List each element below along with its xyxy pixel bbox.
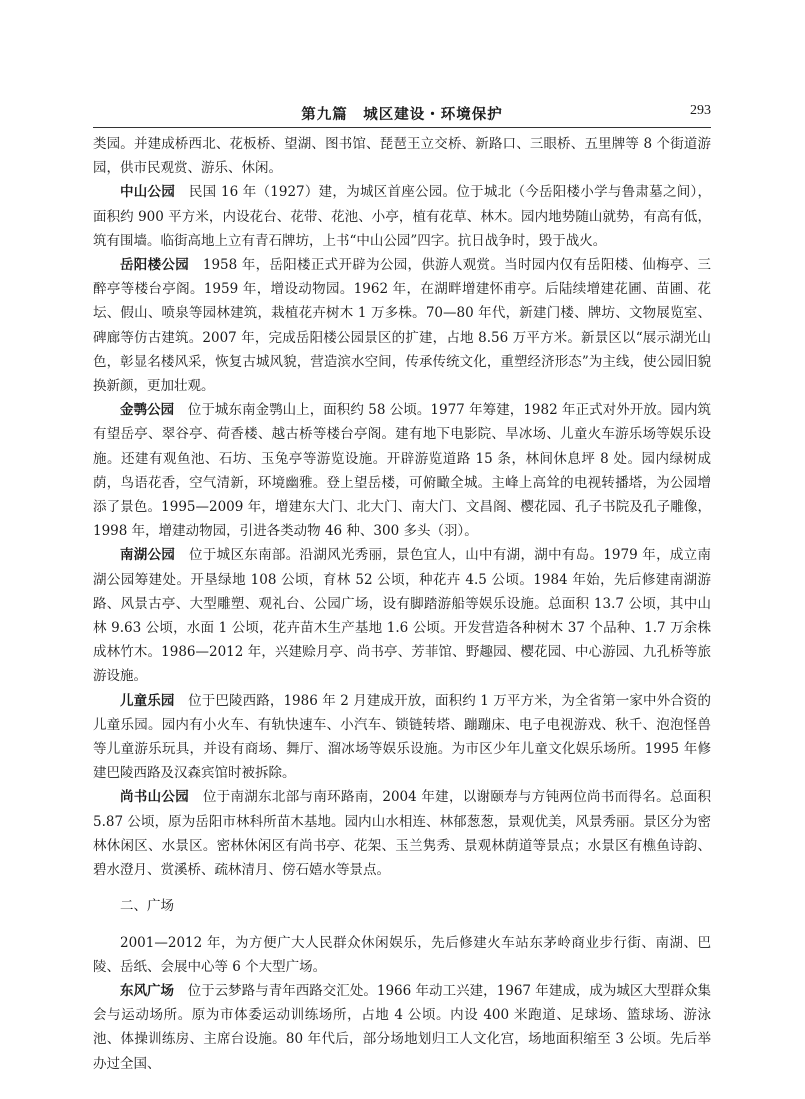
paragraph-text: 类园。并建成桥西北、花板桥、望湖、图书馆、琵琶王立交桥、新路口、三眼桥、五里牌等 8 个街道游园，供市民观赏、游乐、休闲。 (93, 136, 711, 177)
paragraph-jine-park (93, 398, 711, 543)
section-heading: 二、广场 (120, 898, 174, 915)
paragraph-term: 儿童乐园 (120, 692, 175, 709)
header-title: 第九篇 城区建设・环境保护 (301, 107, 503, 123)
paragraph-continued (93, 132, 711, 180)
paragraph-yueyang-tower-park (93, 253, 711, 398)
paragraph-term: 南湖公园 (120, 547, 176, 564)
paragraph-dongfeng-square (93, 979, 711, 1076)
paragraph-term: 尚书山公园 (120, 789, 190, 806)
paragraph-nanhu-park (93, 543, 711, 688)
paragraph-text: 1958 年，岳阳楼正式开辟为公园，供游人观赏。当时园内仅有岳阳楼、仙梅亭、三醉亭等楼台亭阁。1959 年，增设动物园。1962 年，在湖畔增建怀甫亭。后陆续增建花圃、苗圃、花坛、假山、喷泉等园林建筑，栽植花卉树木 1 万多株。70—80 年代，新建门楼、牌坊、文物展览室、碑廊等仿古建筑。2007 年，完成岳阳楼公园景区的扩建，占地 8.56 万平方米。新景区以“展示湖光山色，彰显名楼风采，恢复古城风貌，营造滨水空间，传承传统文化，重塑经济形态”为主线，使公园旧貌换新颜，更加壮观。 (93, 257, 711, 395)
page-header (93, 103, 711, 125)
paragraph-term: 岳阳楼公园 (120, 257, 190, 274)
paragraph-text: 位于城区东南部。沿湖风光秀丽，景色宜人，山中有湖，湖中有岛。1979 年，成立南湖公园筹建处。开垦绿地 108 公顷，育林 52 公顷，种花卉 4.5 公顷。1984 年始，先后修建南湖游路、风景古亭、大型雕塑、观礼台、公园广场，设有脚踏游船等娱乐设施。总面积 13.7 公顷，其中山林 9.63 公顷，水面 1 公顷，花卉苗木生产基地 1.6 公顷。开发营造各种树木 37 个品种、1.7 万余株成林竹木。1986—2012 年，兴建赊月亭、尚书亭、芳菲馆、野趣园、樱花园、中心游园、九孔桥等旅游设施。 (93, 547, 711, 685)
paragraph-zhongshan-park (93, 180, 711, 253)
header-rule (93, 127, 711, 128)
paragraph-text: 2001—2012 年，为方便广大人民群众休闲娱乐，先后修建火车站东茅岭商业步行街、南湖、巴陵、岳纸、会展中心等 6 个大型广场。 (93, 934, 711, 975)
paragraph-text: 位于巴陵西路，1986 年 2 月建成开放，面积约 1 万平方米，为全省第一家中外合资的儿童乐园。园内有小火车、有轨快速车、小汽车、锁链转塔、蹦蹦床、电子电视游戏、秋千、泡泡怪兽等儿童游乐玩具，并设有商场、舞厅、溜冰场等娱乐设施。为市区少年儿童文化娱乐场所。1995 年修建巴陵西路及汉森宾馆时被拆除。 (93, 692, 712, 782)
page-number: 293 (690, 103, 711, 118)
paragraph-term: 金鹗公园 (120, 402, 175, 419)
paragraph-shangshushan-park (93, 785, 711, 882)
paragraph-text: 位于云梦路与青年西路交汇处。1966 年动工兴建，1967 年建成，成为城区大型群众集会与运动场所。原为市体委运动训练场所，占地 4 公顷。内设 400 米跑道、足球场、篮球场、游泳池、体操训练房、主席台设施。80 年代后，部分场地划归工人文化宫，场地面积缩至 3 公顷。先后举办过全国、 (93, 982, 712, 1072)
paragraph-text: 民国 16 年（1927）建，为城区首座公园。位于城北（今岳阳楼小学与鲁肃墓之间），面积约 900 平方米，内设花台、花带、花池、小亭，植有花草、林木。园内地势随山就势，有高有低，筑有围墙。临街高地上立有青石牌坊，上书“中山公园”四字。抗日战争时，毁于战火。 (93, 184, 712, 249)
page-body (93, 132, 711, 1076)
paragraph-term: 中山公园 (120, 184, 176, 201)
paragraph-term: 东风广场 (120, 982, 175, 999)
paragraph-text: 位于城东南金鹗山上，面积约 58 公顷。1977 年筹建，1982 年正式对外开放。园内筑有望岳亭、翠谷亭、荷香楼、越古桥等楼台亭阁。建有地下电影院、旱冰场、儿童火车游乐场等娱乐设施。还建有观鱼池、石坊、玉兔亭等游览设施。开辟游览道路 15 条，林间休息坪 8 处。园内绿树成荫，鸟语花香，空气清新，环境幽雅。登上望岳楼，可俯瞰全城。主峰上高耸的电视转播塔，为公园增添了景色。1995—2009 年，增建东大门、北大门、南大门、文昌阁、樱花园、孔子书院及孔子雕像，1998 年，增建动物园，引进各类动物 46 种、300 多头（羽）。 (93, 402, 712, 540)
paragraph-squares-intro (93, 931, 711, 979)
paragraph-childrens-park (93, 689, 711, 786)
paragraph-text: 位于南湖东北部与南环路南，2004 年建，以谢颐寿与方钝两位尚书而得名。总面积 5.87 公顷，原为岳阳市林科所苗木基地。园内山水相连、林郁葱葱，景观优美，风景秀丽。景区分为密林休闲区、水景区。密林休闲区有尚书亭、花架、玉兰隽秀、景观林荫道等景点；水景区有樵鱼诗韵、碧水澄月、赏溪桥、疏林清月、傍石嬉水等景点。 (93, 789, 711, 879)
